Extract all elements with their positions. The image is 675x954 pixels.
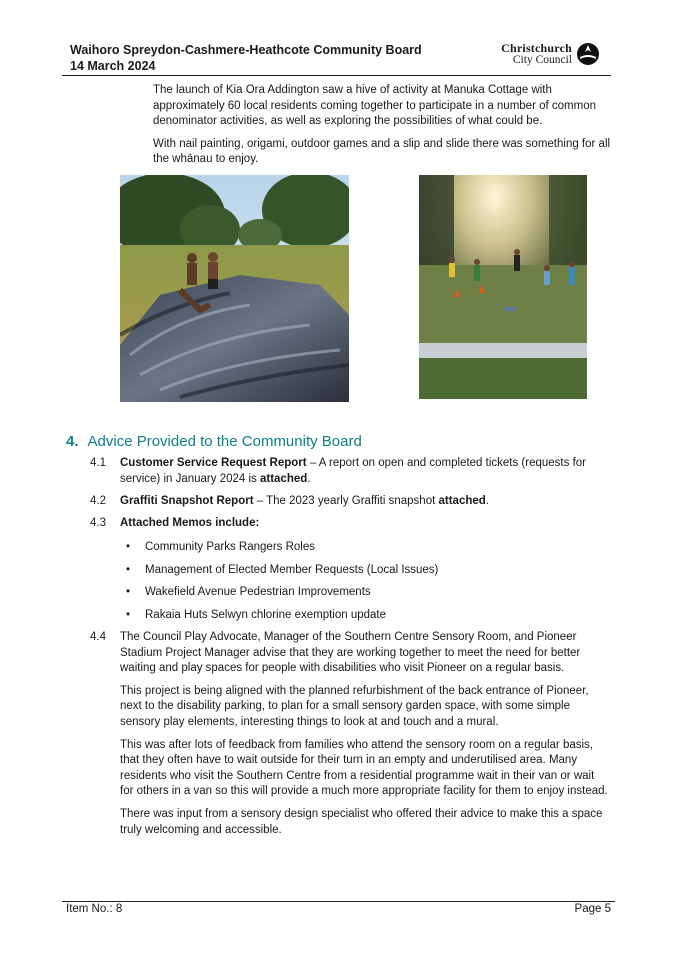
memo-label: Management of Elected Member Requests (Local Issues)	[145, 563, 439, 576]
item-4-3	[90, 516, 610, 532]
board-title: Waihoro Spreydon-Cashmere-Heathcote Community Board	[70, 43, 422, 57]
item-4-4	[90, 630, 610, 845]
section-title: Advice Provided to the Community Board	[87, 433, 362, 450]
memo-label: Rakaia Huts Selwyn chlorine exemption update	[145, 608, 386, 621]
memo-label: Wakefield Avenue Pedestrian Improvements	[145, 586, 371, 598]
page-footer	[66, 903, 611, 915]
item-4-4-paragraph-3: This was after lots of feedback from families who attend the sensory room on a regular basis, that they often have to wait outside for their turn in an empty and underutilised area. Many residents who visit the Southern Centre from a residential programme wait in their van or wait for others in a van so this will provide a much more appropriate facility for them to enjoy instead.	[120, 738, 608, 798]
council-emblem-icon	[576, 42, 600, 66]
page-header	[70, 42, 600, 74]
list-item	[120, 563, 600, 586]
item-4-2-attached: attached	[438, 495, 486, 507]
item-4-1-bold: Customer Service Request Report	[120, 457, 307, 469]
item-number: 4.1	[90, 457, 106, 469]
intro-text	[153, 83, 611, 175]
bullet-icon: •	[126, 541, 131, 553]
item-4-2	[90, 494, 610, 510]
list-item	[120, 608, 600, 631]
bullet-icon: •	[126, 563, 131, 576]
item-4-4-paragraph-2: This project is being aligned with the planned refurbishment of the back entrance of Pioneer, next to the disability parking, to plan for a small sensory garden space, with some simple sensory play elements, interesting things to look at and touch and a mural.	[120, 684, 589, 728]
intro-paragraph-1: The launch of Kia Ora Addington saw a hive of activity at Manuka Cottage with approximately 60 local residents coming together to participate in a number of common denominator activities, as well as exploring the possibilities of what could be.	[153, 84, 596, 128]
bullet-icon: •	[126, 608, 131, 621]
item-4-1-attached: attached	[259, 472, 308, 485]
item-4-2-bold: Graffiti Snapshot Report	[120, 495, 254, 507]
footer-divider	[62, 901, 615, 902]
list-item	[120, 585, 600, 608]
item-4-4-paragraph-4: There was input from a sensory design specialist who offered their advice to make this a space truly welcoming and accessible.	[120, 807, 603, 836]
header-divider	[62, 75, 611, 76]
memo-list	[120, 540, 600, 630]
outdoor-games-photo	[419, 175, 587, 399]
list-item	[120, 540, 600, 563]
item-number: 4.3	[90, 517, 106, 529]
intro-paragraph-2: With nail painting, origami, outdoor games and a slip and slide there was something for all the whānau to enjoy.	[153, 137, 611, 166]
item-4-3-bold: Attached Memos include:	[120, 517, 260, 529]
section-4-heading	[66, 433, 362, 450]
item-4-1-end: .	[307, 472, 311, 485]
memo-label: Community Parks Rangers Roles	[145, 541, 316, 553]
item-4-2-end: .	[485, 495, 489, 507]
bullet-icon: •	[126, 586, 131, 598]
meeting-date: 14 March 2024	[70, 59, 156, 73]
logo-line-1: Christchurch	[501, 41, 572, 55]
item-number-label: Item No.: 8	[66, 903, 123, 915]
item-number: 4.2	[90, 495, 106, 507]
item-number: 4.4	[90, 631, 106, 643]
item-4-1-text: – A report on open and completed tickets (requests for service) in January 2024 is	[120, 457, 586, 485]
item-4-2-text: – The 2023 yearly Graffiti snapshot	[253, 495, 439, 507]
item-4-4-paragraph-1: The Council Play Advocate, Manager of the Southern Centre Sensory Room, and Pioneer Stadium Project Manager advise that they are working together to meet the need for better waiting and play spaces for people with disabilities who visit Pioneer on a regular basis.	[120, 631, 581, 675]
logo-line-2: City Council	[512, 54, 572, 66]
item-4-1	[90, 456, 610, 487]
section-number: 4.	[66, 433, 79, 450]
council-logo	[501, 42, 600, 66]
page-number: Page 5	[574, 903, 611, 915]
slip-and-slide-photo	[120, 175, 349, 402]
